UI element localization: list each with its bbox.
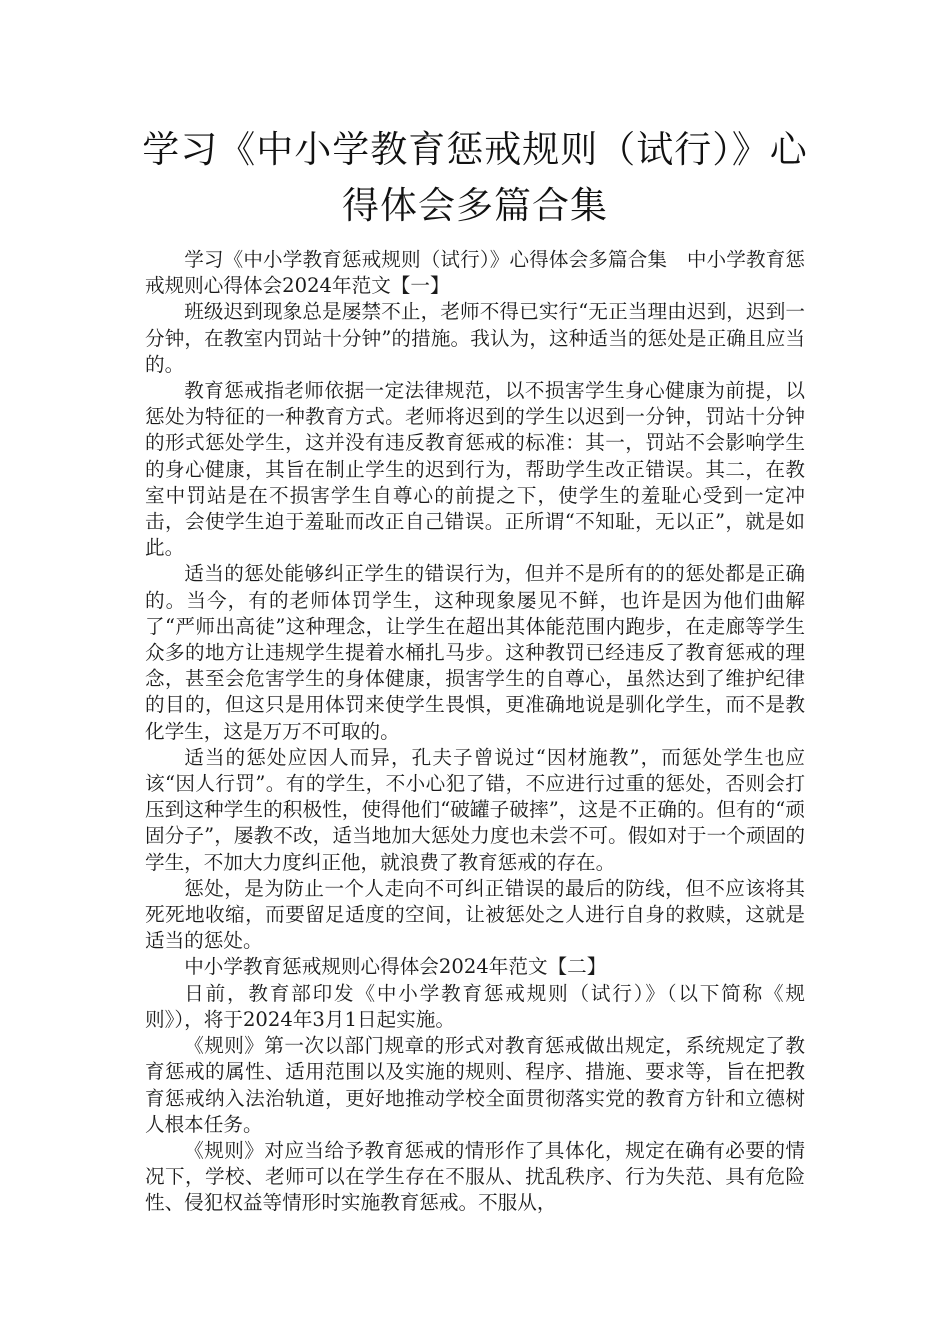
paragraph: 教育惩戒指老师依据一定法律规范，以不损害学生身心健康为前提，以惩处为特征的一种教育方式。老师将迟到的学生以迟到一分钟，罚站十分钟的形式惩处学生，这并没有违反教育惩戒的标准：其一，罚站不会影响学生的身心健康，其旨在制止学生的迟到行为，帮助学生改正错误。其二，在教室中罚站是在不损害学生自尊心的前提之下，使学生的羞耻心受到一定冲击，会使学生迫于羞耻而改正自己错误。正所谓“不知耻，无以正”，就是如此。	[145, 379, 805, 560]
title-line-2: 得体会多篇合集	[342, 184, 608, 227]
paragraph: 《规则》对应当给予教育惩戒的情形作了具体化，规定在确有必要的情况下，学校、老师可以在学生存在不服从、扰乱秩序、行为失范、具有危险性、侵犯权益等情形时实施教育惩戒。不服从，	[145, 1138, 805, 1215]
paragraph: 适当的惩处应因人而异，孔夫子曾说过“因材施教”，而惩处学生也应该“因人行罚”。有的学生，不小心犯了错，不应进行过重的惩处，否则会打压到这种学生的积极性，使得他们“破罐子破摔”，这是不正确的。但有的“顽固分子”，屡教不改，适当地加大惩处力度也未尝不可。假如对于一个顽固的学生，不加大力度纠正他，就浪费了教育惩戒的存在。	[145, 745, 805, 874]
paragraph: 《规则》第一次以部门规章的形式对教育惩戒做出规定，系统规定了教育惩戒的属性、适用范围以及实施的规则、程序、措施、要求等，旨在把教育惩戒纳入法治轨道，更好地推动学校全面贯彻落实党的教育方针和立德树人根本任务。	[145, 1034, 805, 1136]
paragraph: 适当的惩处能够纠正学生的错误行为，但并不是所有的的惩处都是正确的。当今，有的老师体罚学生，这种现象屡见不鲜，也许是因为他们曲解了“严师出高徒”这种理念，让学生在超出其体能范围内跑步，在走廊等学生众多的地方让违规学生提着水桶扎马步。这种教罚已经违反了教育惩戒的理念，甚至会危害学生的身体健康，损害学生的自尊心，虽然达到了维护纪律的目的，但这只是用体罚来使学生畏惧，更准确地说是驯化学生，而不是教化学生，这是万万不可取的。	[145, 562, 805, 743]
paragraph: 班级迟到现象总是屡禁不止，老师不得已实行“无正当理由迟到，迟到一分钟，在教室内罚站十分钟”的措施。我认为，这种适当的惩处是正确且应当的。	[145, 300, 805, 376]
paragraph-intro-heading: 学习《中小学教育惩戒规则（试行）》心得体会多篇合集 中小学教育惩戒规则心得体会2024年范文【一】	[145, 248, 805, 298]
document-title	[130, 122, 820, 234]
paragraph: 日前，教育部印发《中小学教育惩戒规则（试行）》（以下简称《规则》），将于2024年3月1日起实施。	[145, 981, 805, 1031]
section-heading-2: 中小学教育惩戒规则心得体会2024年范文【二】	[184, 955, 607, 979]
title-line-1: 学习《中小学教育惩戒规则（试行）》心	[142, 128, 808, 171]
paragraph: 惩处，是为防止一个人走向不可纠正错误的最后的防线，但不应该将其死死地收缩，而要留足适度的空间，让被惩处之人进行自身的救赎，这就是适当的惩处。	[145, 876, 805, 953]
document-body	[145, 247, 805, 1217]
